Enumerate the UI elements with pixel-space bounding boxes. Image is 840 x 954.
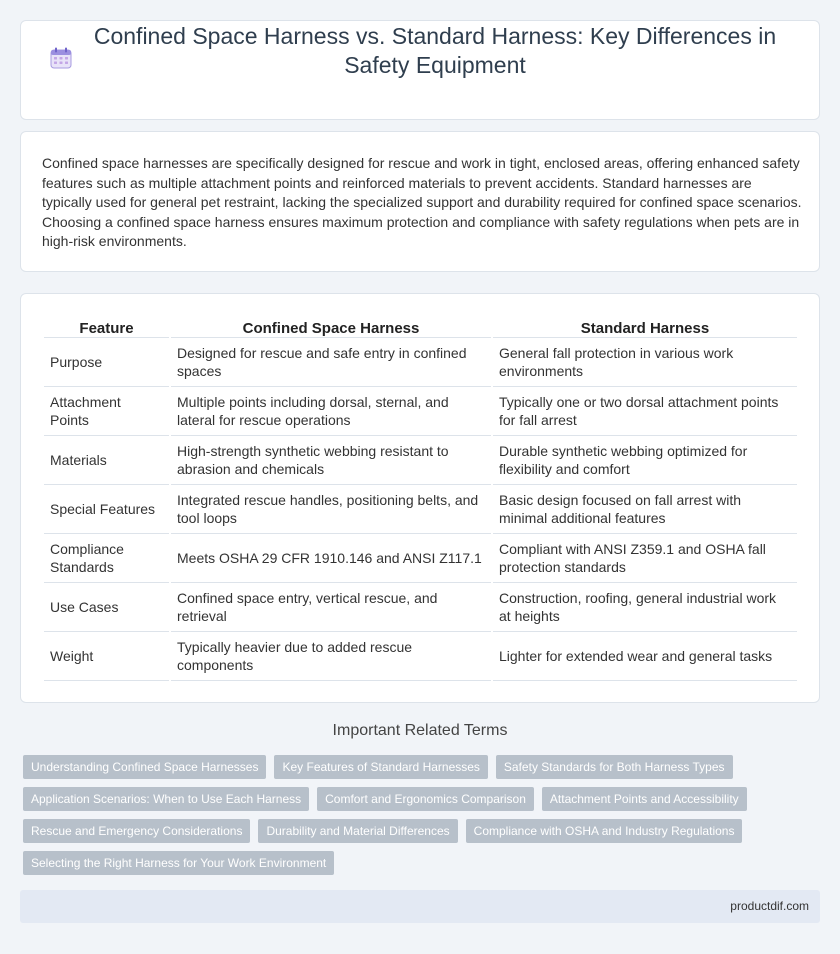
intro-card xyxy=(20,131,820,272)
comparison-table xyxy=(42,316,799,681)
table-row xyxy=(44,436,797,485)
confined-cell: Integrated rescue handles, positioning belts, and tool loops xyxy=(171,485,491,534)
related-term-tag[interactable]: Understanding Confined Space Harnesses xyxy=(23,755,266,779)
column-header-feature: Feature xyxy=(44,316,169,338)
standard-cell: Lighter for extended wear and general tasks xyxy=(493,632,797,681)
intro-paragraph: Confined space harnesses are specifically designed for rescue and work in tight, enclosed areas, offering enhanced safety features such as multiple attachment points and reinforced materials to prevent accidents. Standard harnesses are typically used for general pet restraint, lacking the specialized support and durability required for confined space scenarios. Choosing a confined space harness ensures maximum protection and compliance with safety regulations when pets are in high-risk environments. xyxy=(42,155,802,249)
feature-cell: Use Cases xyxy=(44,583,169,632)
feature-cell: Attachment Points xyxy=(44,387,169,436)
standard-cell: Typically one or two dorsal attachment points for fall arrest xyxy=(493,387,797,436)
standard-cell: Construction, roofing, general industrial work at heights xyxy=(493,583,797,632)
table-row xyxy=(44,583,797,632)
feature-cell: Compliance Standards xyxy=(44,534,169,583)
comparison-card xyxy=(20,293,820,703)
column-header-standard: Standard Harness xyxy=(493,316,797,338)
related-term-tag[interactable]: Attachment Points and Accessibility xyxy=(542,787,747,811)
confined-cell: Confined space entry, vertical rescue, and retrieval xyxy=(171,583,491,632)
related-term-tag[interactable]: Comfort and Ergonomics Comparison xyxy=(317,787,534,811)
feature-cell: Special Features xyxy=(44,485,169,534)
feature-cell: Materials xyxy=(44,436,169,485)
related-terms-heading: Important Related Terms xyxy=(332,722,508,739)
table-row xyxy=(44,485,797,534)
table-row xyxy=(44,387,797,436)
footer-site-link[interactable]: productdif.com xyxy=(730,899,809,913)
confined-cell: Typically heavier due to added rescue components xyxy=(171,632,491,681)
feature-cell: Weight xyxy=(44,632,169,681)
feature-cell: Purpose xyxy=(44,338,169,387)
standard-cell: Basic design focused on fall arrest with minimal additional features xyxy=(493,485,797,534)
related-term-tag[interactable]: Selecting the Right Harness for Your Work Environment xyxy=(23,851,334,875)
related-term-tag[interactable]: Durability and Material Differences xyxy=(258,819,457,843)
related-term-tag[interactable]: Compliance with OSHA and Industry Regulations xyxy=(466,819,743,843)
related-terms-list xyxy=(23,755,803,883)
page-title: Confined Space Harness vs. Standard Harness: Key Differences in Safety Equipment xyxy=(93,23,777,78)
column-header-confined: Confined Space Harness xyxy=(171,316,491,338)
confined-cell: High-strength synthetic webbing resistant to abrasion and chemicals xyxy=(171,436,491,485)
related-term-tag[interactable]: Safety Standards for Both Harness Types xyxy=(496,755,733,779)
table-row xyxy=(44,338,797,387)
confined-cell: Designed for rescue and safe entry in confined spaces xyxy=(171,338,491,387)
standard-cell: Durable synthetic webbing optimized for flexibility and comfort xyxy=(493,436,797,485)
table-row xyxy=(44,534,797,583)
table-header-row xyxy=(44,316,797,338)
standard-cell: General fall protection in various work environments xyxy=(493,338,797,387)
related-term-tag[interactable]: Application Scenarios: When to Use Each Harness xyxy=(23,787,309,811)
footer xyxy=(20,890,820,923)
confined-cell: Meets OSHA 29 CFR 1910.146 and ANSI Z117.1 xyxy=(171,534,491,583)
standard-cell: Compliant with ANSI Z359.1 and OSHA fall protection standards xyxy=(493,534,797,583)
related-term-tag[interactable]: Key Features of Standard Harnesses xyxy=(274,755,487,779)
confined-cell: Multiple points including dorsal, sternal, and lateral for rescue operations xyxy=(171,387,491,436)
related-term-tag[interactable]: Rescue and Emergency Considerations xyxy=(23,819,250,843)
table-row xyxy=(44,632,797,681)
